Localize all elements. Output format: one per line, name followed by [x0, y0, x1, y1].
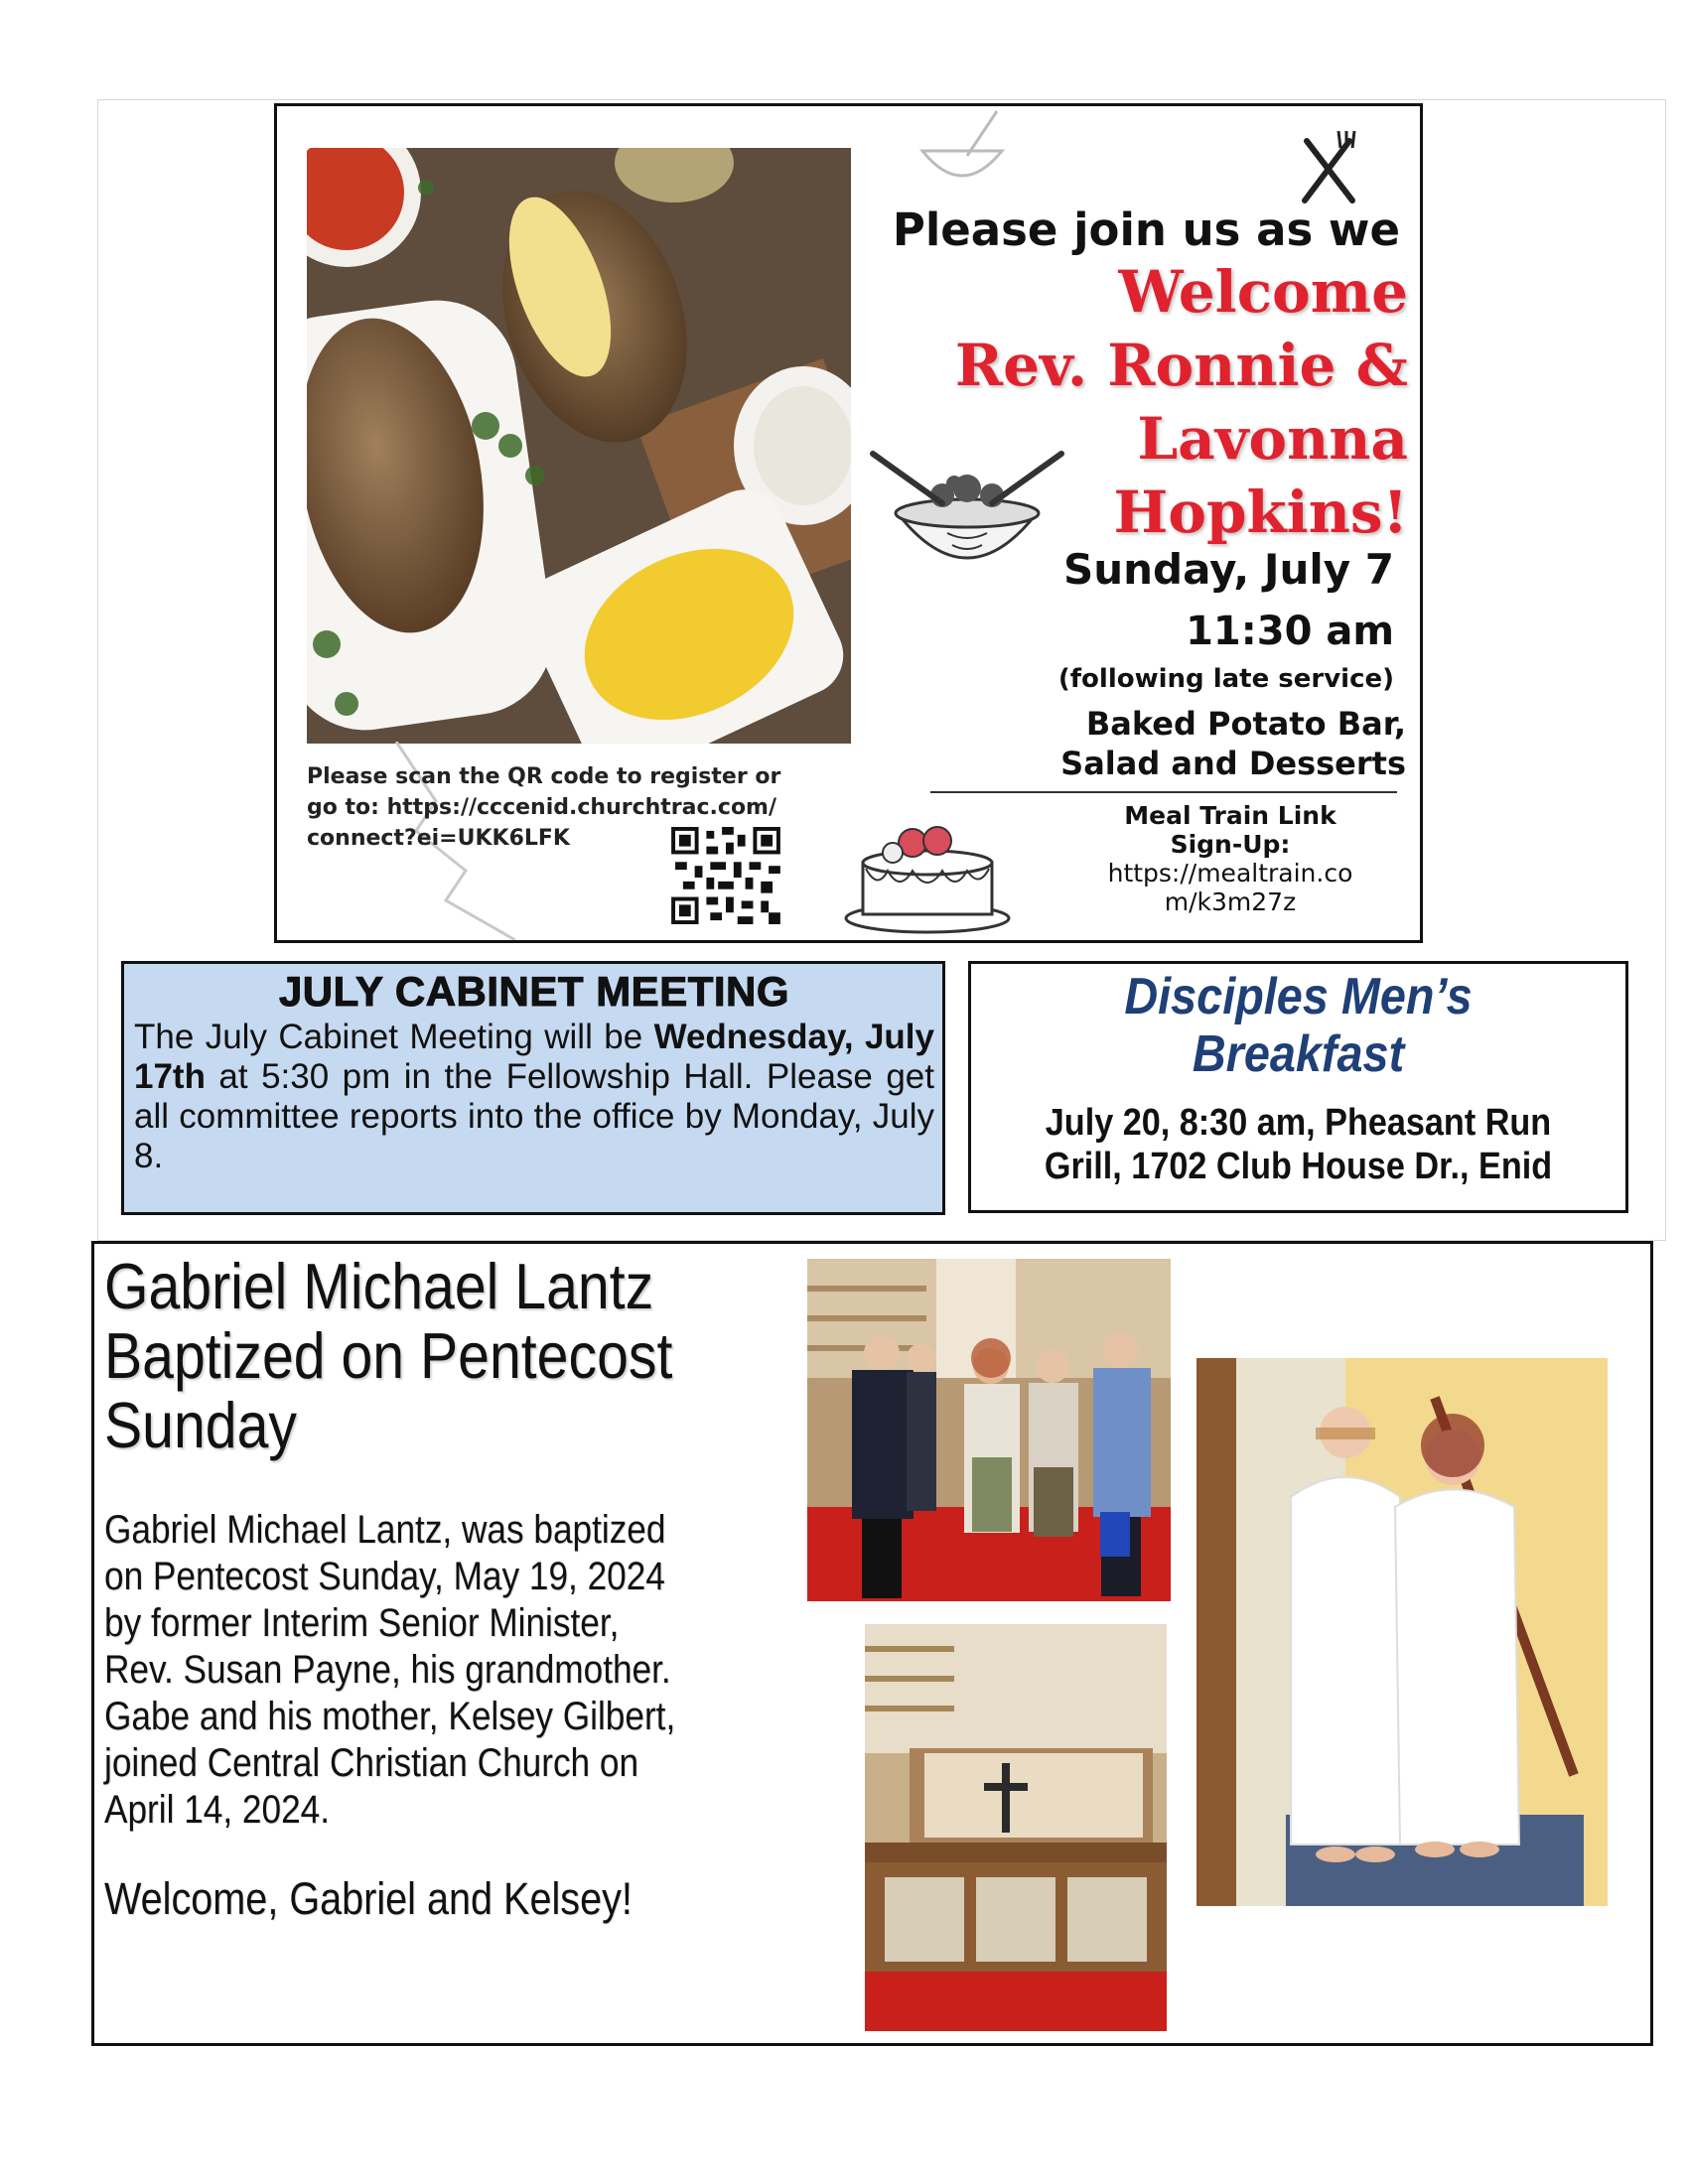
- body-line: Rev. Susan Payne, his grandmother.: [104, 1648, 671, 1692]
- breakfast-title-line: Breakfast: [1192, 1025, 1405, 1083]
- baptism-article: [91, 1241, 1653, 2046]
- event-time: 11:30 am: [1186, 609, 1394, 654]
- meal-train-subtitle: Sign-Up:: [1170, 830, 1291, 859]
- meal-train-link[interactable]: https://mealtrain.co: [1107, 859, 1353, 887]
- breakfast-info-line: Grill, 1702 Club House Dr., Enid: [1044, 1146, 1553, 1187]
- body-line: Gabe and his mother, Kelsey Gilbert,: [104, 1695, 676, 1738]
- breakfast-info-line: July 20, 8:30 am, Pheasant Run: [1045, 1102, 1552, 1144]
- body-line: on Pentecost Sunday, May 19, 2024: [104, 1555, 665, 1598]
- article-title: [104, 1252, 716, 1460]
- welcome-line: Lavonna: [1137, 405, 1408, 473]
- welcome-line: Rev. Ronnie &: [954, 332, 1408, 399]
- cabinet-body-text: The July Cabinet Meeting will be: [134, 1018, 654, 1056]
- event-note: (following late service): [1057, 664, 1394, 694]
- body-line: joined Central Christian Church on: [104, 1741, 639, 1785]
- baked-potato-photo: [307, 148, 851, 744]
- mens-breakfast-box: [968, 961, 1628, 1213]
- qr-text-line[interactable]: connect?ei=UKK6LFK: [307, 826, 570, 851]
- bowl-whisk-icon: [913, 106, 1012, 196]
- cabinet-body-text: at 5:30 pm in the Fellowship Hall. Please get all committee reports into the office by Monday, July 8.: [134, 1057, 934, 1175]
- welcome-line: Welcome: [1118, 258, 1408, 326]
- flyer-invite-line: Please join us as we: [892, 204, 1400, 256]
- welcome-line: Hopkins!: [1113, 478, 1408, 546]
- altar-photo: [865, 1624, 1167, 2031]
- article-body: [104, 1507, 716, 1834]
- mens-breakfast-title: [1004, 968, 1593, 1083]
- body-line: April 14, 2024.: [104, 1788, 330, 1832]
- event-date: Sunday, July 7: [1062, 545, 1394, 594]
- qr-code[interactable]: [670, 827, 781, 924]
- body-line: by former Interim Senior Minister,: [104, 1601, 620, 1645]
- article-closing: Welcome, Gabriel and Kelsey!: [104, 1873, 633, 1924]
- meal-train-link[interactable]: m/k3m27z: [1164, 887, 1297, 916]
- qr-text-line[interactable]: go to: https://cccenid.churchtrac.com/: [307, 795, 777, 820]
- menu-line: Salad and Desserts: [1060, 745, 1406, 782]
- fork-knife-icon: [1295, 126, 1364, 205]
- flyer-welcome-heading: [955, 255, 1408, 549]
- title-line: Sunday: [104, 1389, 298, 1461]
- cabinet-meeting-date: Wednesday, July 17th: [134, 1018, 934, 1096]
- baptism-robes-photo: [1196, 1358, 1608, 1906]
- meal-train-info: [1071, 801, 1389, 916]
- menu-line: Baked Potato Bar,: [1085, 705, 1406, 743]
- welcome-flyer: [274, 103, 1423, 943]
- cake-icon: [838, 801, 1017, 940]
- title-line: Gabriel Michael Lantz: [104, 1250, 654, 1322]
- title-line: Baptized on Pentecost: [104, 1319, 673, 1392]
- family-photo: [807, 1259, 1171, 1601]
- cabinet-meeting-body: [134, 1018, 934, 1176]
- meal-train-title: Meal Train Link: [1124, 801, 1336, 830]
- divider: [930, 791, 1397, 793]
- cabinet-meeting-title: JULY CABINET MEETING: [278, 968, 790, 1015]
- qr-text-line: Please scan the QR code to register or: [307, 764, 781, 789]
- breakfast-title-line: Disciples Men’s: [1124, 968, 1473, 1025]
- mens-breakfast-details: [1004, 1101, 1593, 1188]
- body-line: Gabriel Michael Lantz, was baptized: [104, 1508, 666, 1552]
- event-menu: [1060, 704, 1406, 783]
- cabinet-meeting-box: [121, 961, 945, 1215]
